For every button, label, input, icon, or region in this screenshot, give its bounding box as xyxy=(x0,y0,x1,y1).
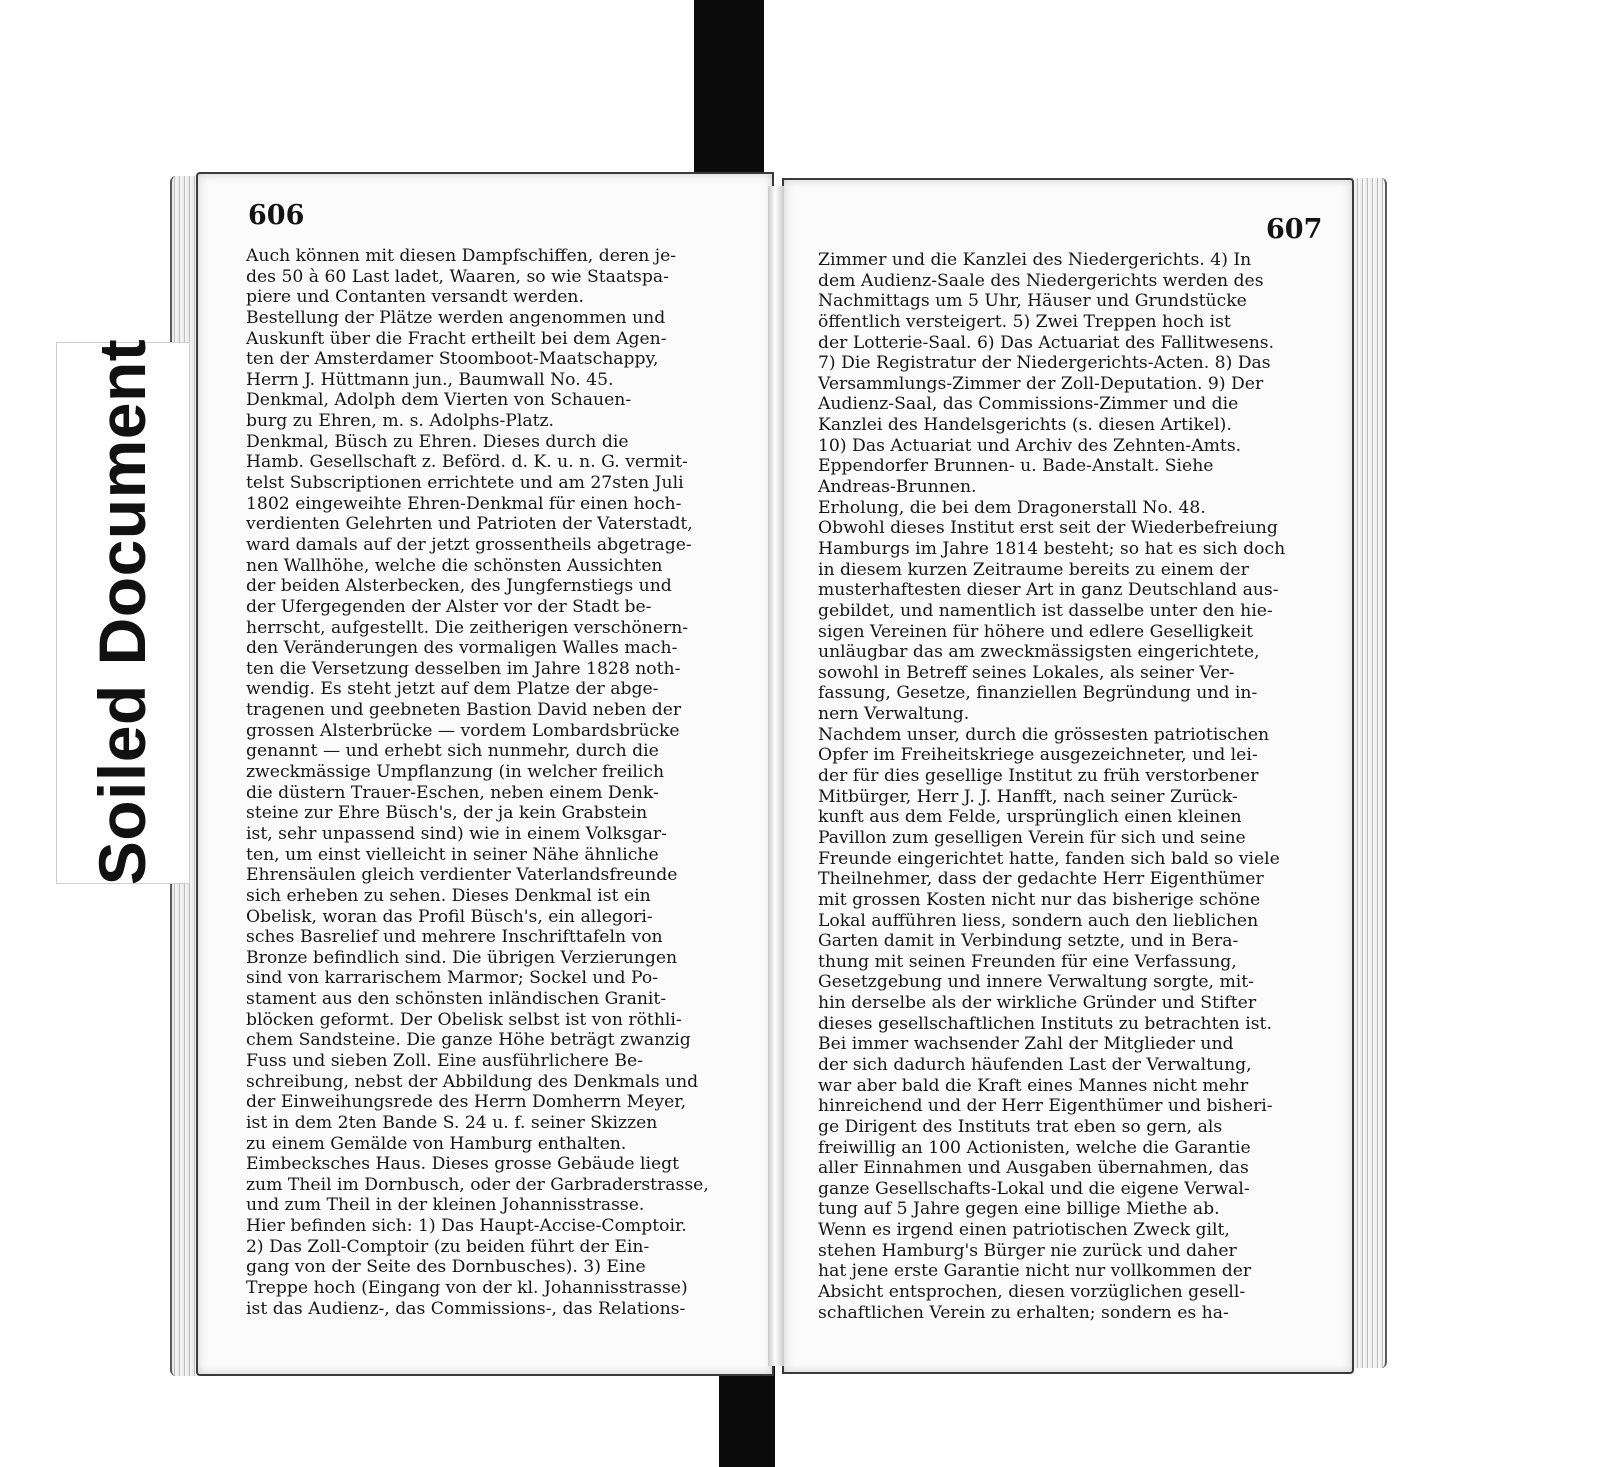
text-line: Obwohl dieses Institut erst seit der Wiederbefreiung xyxy=(818,518,1278,539)
text-line: genannt — und erhebt sich nunmehr, durch die xyxy=(246,741,659,762)
text-line: Versammlungs-Zimmer der Zoll-Deputation. 9) Der xyxy=(818,373,1264,394)
text-line: hinreichend und der Herr Eigenthümer und bisheri- xyxy=(818,1096,1273,1117)
text-line: blöcken geformt. Der Obelisk selbst ist von röthli- xyxy=(246,1009,682,1030)
text-line: Theilnehmer, dass der gedachte Herr Eigenthümer xyxy=(818,869,1264,890)
book-gutter xyxy=(768,186,784,1366)
text-line: hat jene erste Garantie nicht nur vollkommen der xyxy=(818,1261,1252,1282)
text-line: ten, um einst vielleicht in seiner Nähe ähnliche xyxy=(246,844,659,865)
text-line: sigen Vereinen für höhere und edlere Geselligkeit xyxy=(818,621,1253,642)
text-line: Absicht entsprochen, diesen vorzüglichen gesell- xyxy=(818,1282,1246,1303)
text-line: stehen Hamburg's Bürger nie zurück und daher xyxy=(818,1240,1237,1261)
text-line: herrscht, aufgestellt. Die zeitherigen verschönern- xyxy=(246,617,689,638)
text-line: die düstern Trauer-Eschen, neben einem Denk- xyxy=(246,782,659,803)
right-page-text xyxy=(818,250,1322,1323)
text-line: thung mit seinen Freunden für eine Verfassung, xyxy=(818,951,1237,972)
text-line: ward damals auf der jetzt grossentheils abgetrage- xyxy=(246,534,692,555)
text-line: wendig. Es steht jetzt auf dem Platze der abge- xyxy=(246,679,659,700)
text-line: zweckmässige Umpflanzung (in welcher freilich xyxy=(246,762,665,783)
text-line: chem Sandsteine. Die ganze Höhe beträgt zwanzig xyxy=(246,1030,691,1051)
text-line: Treppe hoch (Eingang von der kl. Johannisstrasse) xyxy=(246,1278,688,1299)
text-line: der sich dadurch häufenden Last der Verwaltung, xyxy=(818,1054,1252,1075)
text-line: Erholung, die bei dem Dragonerstall No. 48. xyxy=(818,497,1206,518)
text-line: Freunde eingerichtet hatte, fanden sich bald so viele xyxy=(818,848,1280,869)
text-line: Denkmal, Büsch zu Ehren. Dieses durch die xyxy=(246,431,629,452)
text-line: burg zu Ehren, m. s. Adolphs-Platz. xyxy=(246,411,555,432)
text-line: Bestellung der Plätze werden angenommen und xyxy=(246,307,666,328)
text-line: verdienten Gelehrten und Patrioten der Vaterstadt, xyxy=(246,514,693,535)
text-line: sich erheben zu sehen. Dieses Denkmal ist ein xyxy=(246,885,651,906)
text-line: Eimbecksches Haus. Dieses grosse Gebäude liegt xyxy=(246,1154,680,1175)
text-line: musterhaftesten dieser Art in ganz Deutschland aus- xyxy=(818,580,1279,601)
text-line: hin derselbe als der wirkliche Gründer und Stifter xyxy=(818,993,1257,1014)
text-line: Eppendorfer Brunnen- u. Bade-Anstalt. Siehe xyxy=(818,456,1214,477)
left-page-text xyxy=(246,246,746,1319)
text-line: ten der Amsterdamer Stoomboot-Maatschappy, xyxy=(246,349,659,370)
text-line: gang von der Seite des Dornbusches). 3) Eine xyxy=(246,1257,646,1278)
text-line: 7) Die Registratur der Niedergerichts-Acten. 8) Das xyxy=(818,353,1271,374)
text-line: unläugbar das am zweckmässigsten eingerichtete, xyxy=(818,642,1260,663)
text-line: ist in dem 2ten Bande S. 24 u. f. seiner Skizzen xyxy=(246,1112,658,1133)
text-line: mit grossen Kosten nicht nur das bisherige schöne xyxy=(818,889,1261,910)
text-line: Auskunft über die Fracht ertheilt bei dem Agen- xyxy=(246,328,667,349)
text-line: ge Dirigent des Instituts trat eben so gern, als xyxy=(818,1116,1223,1137)
text-line: Gesetzgebung und innere Verwaltung sorgte, mit- xyxy=(818,972,1254,993)
text-line: Herrn J. Hüttmann jun., Baumwall No. 45. xyxy=(246,369,614,390)
text-line: der Einweihungsrede des Herrn Domherrn Meyer, xyxy=(246,1092,687,1113)
text-line: freiwillig an 100 Actionisten, welche die Garantie xyxy=(818,1137,1251,1158)
text-line: 10) Das Actuariat und Archiv des Zehnten-Amts. xyxy=(818,435,1242,456)
text-line: Auch können mit diesen Dampfschiffen, deren je- xyxy=(246,246,677,266)
text-line: Hamb. Gesellschaft z. Beförd. d. K. u. n. G. vermit- xyxy=(246,452,688,473)
text-line: nen Wallhöhe, welche die schönsten Aussichten xyxy=(246,555,663,576)
text-line: ten die Versetzung desselben im Jahre 1828 noth- xyxy=(246,658,681,679)
text-line: aller Einnahmen und Ausgaben übernahmen, das xyxy=(818,1158,1249,1179)
text-line: Nachdem unser, durch die grössesten patriotischen xyxy=(818,724,1270,745)
text-line: Bei immer wachsender Zahl der Mitglieder und xyxy=(818,1034,1234,1055)
text-line: Obelisk, woran das Profil Büsch's, ein allegori- xyxy=(246,906,653,927)
text-line: öffentlich versteigert. 5) Zwei Treppen hoch ist xyxy=(818,311,1231,332)
text-line: der für dies gesellige Institut zu früh verstorbener xyxy=(818,766,1259,787)
text-line: kunft aus dem Felde, ursprünglich einen kleinen xyxy=(818,807,1242,828)
text-line: stament aus den schönsten inländischen Granit- xyxy=(246,989,667,1010)
text-line: tragenen und geebneten Bastion David neben der xyxy=(246,700,682,721)
text-line: sind von karrarischem Marmor; Sockel und Po- xyxy=(246,968,659,989)
text-line: gebildet, und namentlich ist dasselbe unter den hie- xyxy=(818,600,1273,621)
text-line: Mitbürger, Herr J. J. Hanfft, nach seiner Zurück- xyxy=(818,786,1238,807)
text-line: Zimmer und die Kanzlei des Niedergerichts. 4) In xyxy=(818,250,1252,270)
text-line: Opfer im Freiheitskriege ausgezeichneter, und lei- xyxy=(818,745,1258,766)
text-line: Nachmittags um 5 Uhr, Häuser und Grundstücke xyxy=(818,291,1247,312)
text-line: ist das Audienz-, das Commissions-, das Relations- xyxy=(246,1298,686,1319)
text-line: war aber bald die Kraft eines Mannes nicht mehr xyxy=(818,1075,1249,1096)
binding-strip-top xyxy=(694,0,764,186)
text-line: Kanzlei des Handelsgerichts (s. diesen Artikel). xyxy=(818,415,1232,436)
text-line: sches Basrelief und mehrere Inschrifttafeln von xyxy=(246,927,663,948)
text-line: der Lotterie-Saal. 6) Das Actuariat des Fallitwesens. xyxy=(818,332,1275,353)
text-line: 2) Das Zoll-Comptoir (zu beiden führt der Ein- xyxy=(246,1236,650,1257)
text-line: steine zur Ehre Büsch's, der ja kein Grabstein xyxy=(246,803,648,824)
text-line: ganze Gesellschafts-Lokal und die eigene Verwal- xyxy=(818,1178,1250,1199)
text-line: Hamburgs im Jahre 1814 besteht; so hat es sich doch xyxy=(818,538,1286,559)
text-line: Hier befinden sich: 1) Das Haupt-Accise-Comptoir. xyxy=(246,1216,687,1237)
text-line: und zum Theil in der kleinen Johannisstrasse. xyxy=(246,1195,645,1216)
text-line: des 50 à 60 Last ladet, Waaren, so wie Staatspa- xyxy=(246,266,669,287)
text-line: Fuss und sieben Zoll. Eine ausführlichere Be- xyxy=(246,1050,644,1071)
text-line: Pavillon zum geselligen Verein für sich und seine xyxy=(818,827,1246,848)
text-line: Bronze befindlich sind. Die übrigen Verzierungen xyxy=(246,947,678,968)
text-line: Andreas-Brunnen. xyxy=(818,477,977,498)
right-page-number: 607 xyxy=(1266,214,1323,245)
text-line: piere und Contanten versandt werden. xyxy=(246,287,584,308)
text-line: der beiden Alsterbecken, des Jungfernstiegs und xyxy=(246,576,672,597)
text-line: schreibung, nebst der Abbildung des Denkmals und xyxy=(246,1071,699,1092)
text-line: Denkmal, Adolph dem Vierten von Schauen- xyxy=(246,390,632,411)
text-line: ist, sehr unpassend sind) wie in einem Volksgar- xyxy=(246,823,667,844)
text-line: in diesem kurzen Zeitraume bereits zu einem der xyxy=(818,559,1249,580)
soiled-document-label: Soiled Document xyxy=(85,338,159,886)
text-line: Audienz-Saal, das Commissions-Zimmer und die xyxy=(818,394,1239,415)
text-line: schaftlichen Verein zu erhalten; sondern es ha- xyxy=(818,1302,1229,1323)
text-line: dieses gesellschaftlichen Instituts zu betrachten ist. xyxy=(818,1013,1272,1034)
text-line: nern Verwaltung. xyxy=(818,704,970,725)
text-line: Garten damit in Verbindung setzte, und in Bera- xyxy=(818,931,1239,952)
text-line: fassung, Gesetze, finanziellen Begründung und in- xyxy=(818,683,1258,704)
text-line: den Veränderungen des vormaligen Walles mach- xyxy=(246,638,678,659)
text-line: grossen Alsterbrücke — vordem Lombardsbrücke xyxy=(246,720,680,741)
left-page-number: 606 xyxy=(248,200,305,231)
text-line: der Ufergegenden der Alster vor der Stadt be- xyxy=(246,596,652,617)
text-line: zum Theil im Dornbusch, oder der Garbraderstrasse, xyxy=(246,1174,709,1195)
text-line: zu einem Gemälde von Hamburg enthalten. xyxy=(246,1133,627,1154)
text-line: 1802 eingeweihte Ehren-Denkmal für einen hoch- xyxy=(246,493,682,514)
text-line: tung auf 5 Jahre gegen eine billige Miethe ab. xyxy=(818,1199,1220,1220)
text-line: sowohl in Betreff seines Lokales, als seiner Ver- xyxy=(818,662,1235,683)
text-line: telst Subscriptionen errichtete und am 27sten Juli xyxy=(246,473,684,494)
text-line: dem Audienz-Saale des Niedergerichts werden des xyxy=(818,270,1264,291)
text-line: Wenn es irgend einen patriotischen Zweck gilt, xyxy=(818,1220,1230,1241)
text-line: Ehrensäulen gleich verdienter Vaterlandsfreunde xyxy=(246,865,678,886)
text-line: Lokal aufführen liess, sondern auch den lieblichen xyxy=(818,910,1259,931)
